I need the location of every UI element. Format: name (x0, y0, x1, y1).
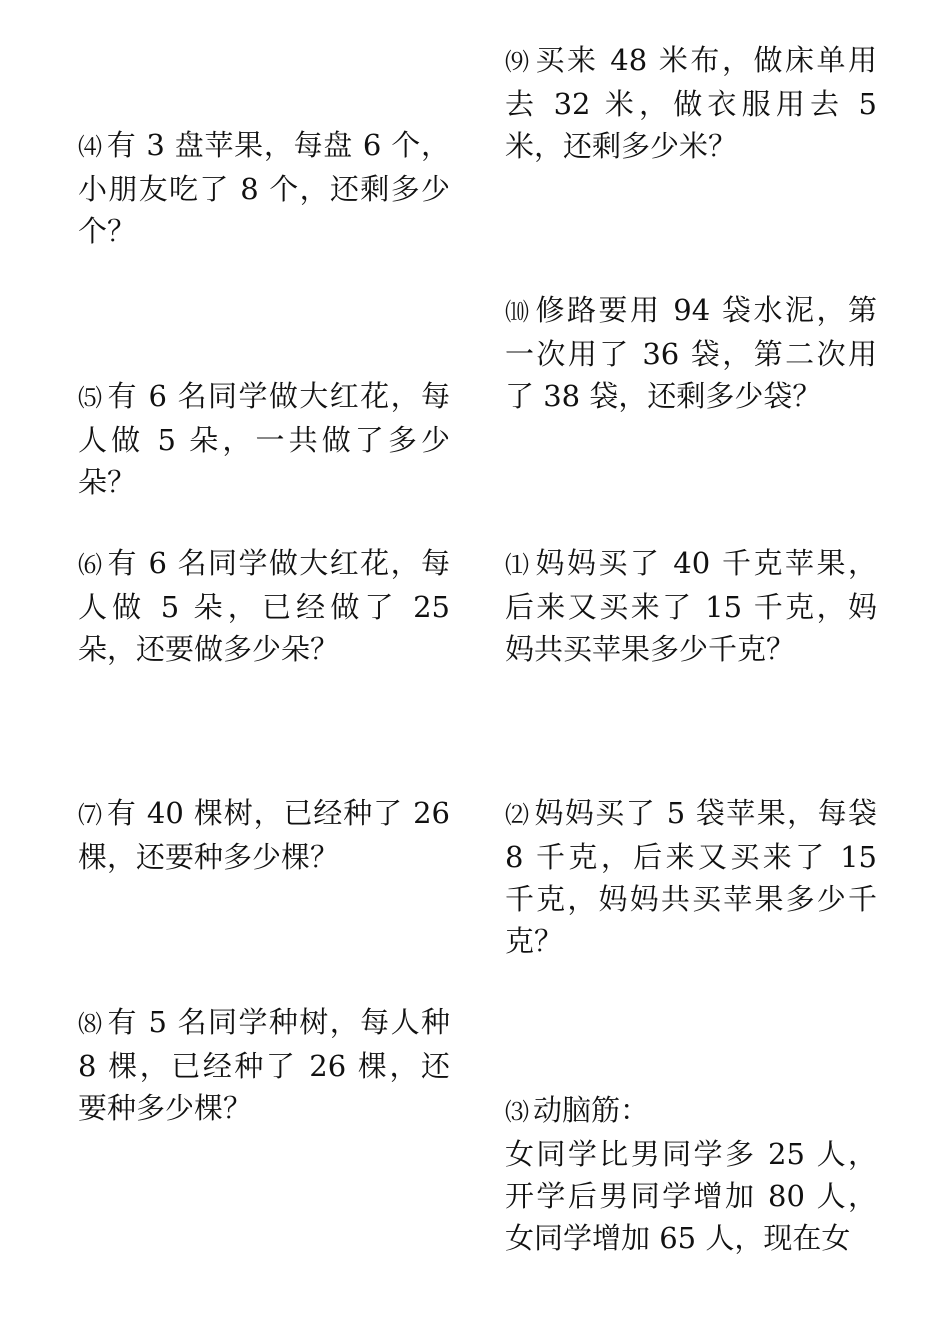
problem-number: ⑶ (505, 1098, 529, 1126)
problem-text: 修路要用 94 袋水泥，第一次用了 36 袋，第二次用了 38 袋，还剩多少袋？ (505, 293, 877, 413)
problem-6 (78, 542, 450, 670)
problem-text: 妈妈买了 5 袋苹果，每袋 8 千克，后来又买来了 15 千克，妈妈共买苹果多少千克？ (505, 796, 878, 958)
problem-number: ⑸ (78, 384, 104, 412)
problem-10 (505, 289, 877, 417)
problem-number: ⑹ (78, 551, 104, 579)
problem-text: 有 3 盘苹果，每盘 6 个，小朋友吃了 8 个，还剩多少个？ (78, 128, 451, 248)
problem-number: ⑺ (78, 801, 103, 829)
problem-text: 买来 48 米布，做床单用去 32 米，做衣服用去 5 米，还剩多少米？ (505, 43, 877, 163)
problem-text: 妈妈买了 40 千克苹果，后来又买来了 15 千克，妈妈共买苹果多少千克？ (505, 546, 877, 666)
problem-text: 有 6 名同学做大红花，每人做 5 朵，一共做了多少朵？ (78, 379, 451, 499)
problem-text: 有 6 名同学做大红花，每人做 5 朵，已经做了 25 朵，还要做多少朵？ (78, 546, 451, 666)
problem-number: ⑵ (505, 801, 531, 829)
problem-1 (505, 542, 877, 670)
problem-number: ⑼ (505, 48, 532, 76)
problem-5 (78, 375, 450, 503)
problem-heading: 动脑筋： (533, 1093, 650, 1127)
problem-number: ⑴ (505, 551, 532, 579)
problem-2 (505, 792, 877, 962)
problem-text: 有 40 棵树，已经种了 26 棵，还要种多少棵？ (78, 796, 451, 874)
problem-7 (78, 792, 450, 878)
problem-3 (505, 1089, 877, 1259)
problem-text: 有 5 名同学种树，每人种 8 棵，已经种了 26 棵，还要种多少棵？ (78, 1005, 451, 1125)
problem-number: ⑻ (78, 1010, 104, 1038)
problem-number: ⑷ (78, 133, 103, 161)
problem-heading-line (505, 1089, 877, 1133)
problem-4 (78, 124, 450, 252)
problem-number: ⑽ (505, 298, 532, 326)
problem-text: 女同学比男同学多 25 人，开学后男同学增加 80 人，女同学增加 65 人，现在女 (505, 1137, 877, 1255)
problem-9 (505, 39, 877, 167)
problem-8 (78, 1001, 450, 1129)
